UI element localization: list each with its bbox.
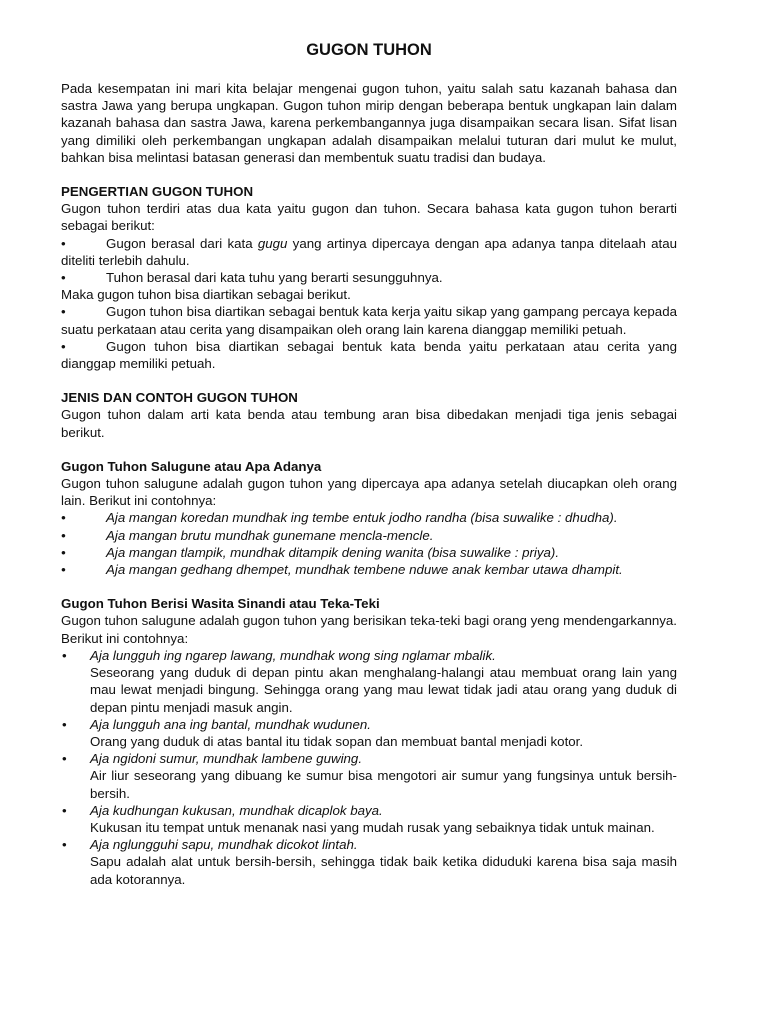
list-item: • Aja lungguh ana ing bantal, mundhak wudunen. Orang yang duduk di atas bantal itu tidak sopan dan membuat bantal menjadi kotor. [61, 716, 677, 750]
section-heading-wasita: Gugon Tuhon Berisi Wasita Sinandi atau Teka-Teki [61, 596, 380, 612]
section-heading-salugune: Gugon Tuhon Salugune atau Apa Adanya [61, 458, 322, 474]
meaning-list [61, 303, 677, 372]
document-page [61, 40, 677, 888]
example-list [61, 509, 677, 578]
meaning: Air liur seseorang yang dibuang ke sumur bisa mengotori air sumur yang fungsinya untuk bersih-bersih. [90, 768, 677, 801]
section-paragraph: Maka gugon tuhon bisa diartikan sebagai berikut. [61, 287, 351, 303]
section-paragraph: Gugon tuhon dalam arti kata benda atau tembung aran bisa dibedakan menjadi tiga jenis sebagai berikut. [61, 407, 677, 440]
list-item: • Gugon berasal dari kata gugu yang artinya dipercaya dengan apa adanya tanpa ditelaah atau diteliti terlebih dahulu. [61, 235, 677, 269]
section-heading-pengertian: PENGERTIAN GUGON TUHON [61, 184, 254, 200]
section-paragraph: Gugon tuhon salugune adalah gugon tuhon yang berisikan teka-teki bagi orang yeng mendengarkannya. Berikut ini contohnya: [61, 613, 677, 646]
saying: Aja kudhungan kukusan, mundhak dicaplok baya. [90, 802, 383, 818]
saying: Aja lungguh ing ngarep lawang, mundhak wong sing nglamar mbalik. [90, 647, 496, 663]
document-title: GUGON TUHON [306, 41, 432, 59]
riddle-list [61, 647, 677, 888]
list-item: • Aja ngidoni sumur, mundhak lambene guwing. Air liur seseorang yang dibuang ke sumur bisa mengotori air sumur yang fungsinya untuk bersih-bersih. [62, 751, 677, 801]
saying: Aja ngidoni sumur, mundhak lambene guwing. [90, 751, 363, 767]
list-item: • Gugon tuhon bisa diartikan sebagai bentuk kata kerja yaitu sikap yang gampang percaya kepada suatu perkataan atau cerita yang disampaikan oleh orang lain karena dianggap memiliki petuah. [61, 303, 677, 337]
list-item: • Aja mangan koredan mundhak ing tembe entuk jodho randha (bisa suwalike : dhudha). [61, 509, 677, 526]
meaning: Orang yang duduk di atas bantal itu tidak sopan dan membuat bantal menjadi kotor. [90, 733, 584, 749]
meaning: Sapu adalah alat untuk bersih-bersih, sehingga tidak baik ketika diduduki karena bisa saja masih ada kotorannya. [90, 854, 677, 887]
section-paragraph: Gugon tuhon salugune adalah gugon tuhon yang dipercaya apa adanya setelah diucapkan oleh orang lain. Berikut ini contohnya: [61, 476, 677, 509]
list-item: • Aja mangan brutu mundhak gunemane mencla-mencle. [61, 527, 677, 544]
meaning: Kukusan itu tempat untuk menanak nasi yang mudah rusak yang sebaiknya tidak untuk mainan. [90, 819, 655, 835]
definition-list [61, 235, 677, 287]
section-heading-jenis: JENIS DAN CONTOH GUGON TUHON [61, 390, 298, 406]
list-item: • Aja mangan gedhang dhempet, mundhak tembene nduwe anak kembar utawa dhampit. [61, 561, 677, 578]
list-item: • Tuhon berasal dari kata tuhu yang berarti sesungguhnya. [61, 269, 677, 286]
meaning: Seseorang yang duduk di depan pintu akan menghalang-halangi atau membuat orang lain yang mau lewat menjadi bingung. Sehingga orang yang mau lewat tidak jadi atau orang yang duduk di depan pintu menjadi masuk angin. [90, 665, 677, 715]
section-paragraph: Gugon tuhon terdiri atas dua kata yaitu gugon dan tuhon. Secara bahasa kata gugon tuhon berarti sebagai berikut: [61, 201, 677, 234]
list-item: • Gugon tuhon bisa diartikan sebagai bentuk kata benda yaitu perkataan atau cerita yang dianggap memiliki petuah. [61, 338, 677, 372]
list-item: • Aja lungguh ing ngarep lawang, mundhak wong sing nglamar mbalik. Seseorang yang duduk di depan pintu akan menghalang-halangi atau membuat orang lain yang mau lewat menjadi bingung. Sehingga orang yang mau lewat tidak jadi atau orang yang duduk di depan pintu menjadi masuk angin. [62, 647, 677, 715]
saying: Aja lungguh ana ing bantal, mundhak wudunen. [90, 716, 371, 732]
list-item: • Aja kudhungan kukusan, mundhak dicaplok baya. Kukusan itu tempat untuk menanak nasi yang mudah rusak yang sebaiknya tidak untuk mainan. [61, 802, 677, 836]
list-item: • Aja nglungguhi sapu, mundhak dicokot lintah. Sapu adalah alat untuk bersih-bersih, sehingga tidak baik ketika diduduki karena bisa saja masih ada kotorannya. [62, 837, 677, 887]
list-item: • Aja mangan tlampik, mundhak ditampik dening wanita (bisa suwalike : priya). [61, 544, 677, 561]
intro-paragraph: Pada kesempatan ini mari kita belajar mengenai gugon tuhon, yaitu salah satu kazanah bahasa dan sastra Jawa yang berupa ungkapan. Gugon tuhon mirip dengan beberapa bentuk ungkapan lain dalam kazanah bahasa dan sastra Jawa, karena perkembangannya juga disampaikan secara lisan. Sifat lisan yang dimiliki oleh perkembangan ungkapan adalah disampaikan melalui tuturan dari mulut ke mulut, bahkan bisa melintasi batasan generasi dan membentuk suatu tradisi dan budaya. [61, 81, 677, 165]
saying: Aja nglungguhi sapu, mundhak dicokot lintah. [90, 837, 358, 853]
